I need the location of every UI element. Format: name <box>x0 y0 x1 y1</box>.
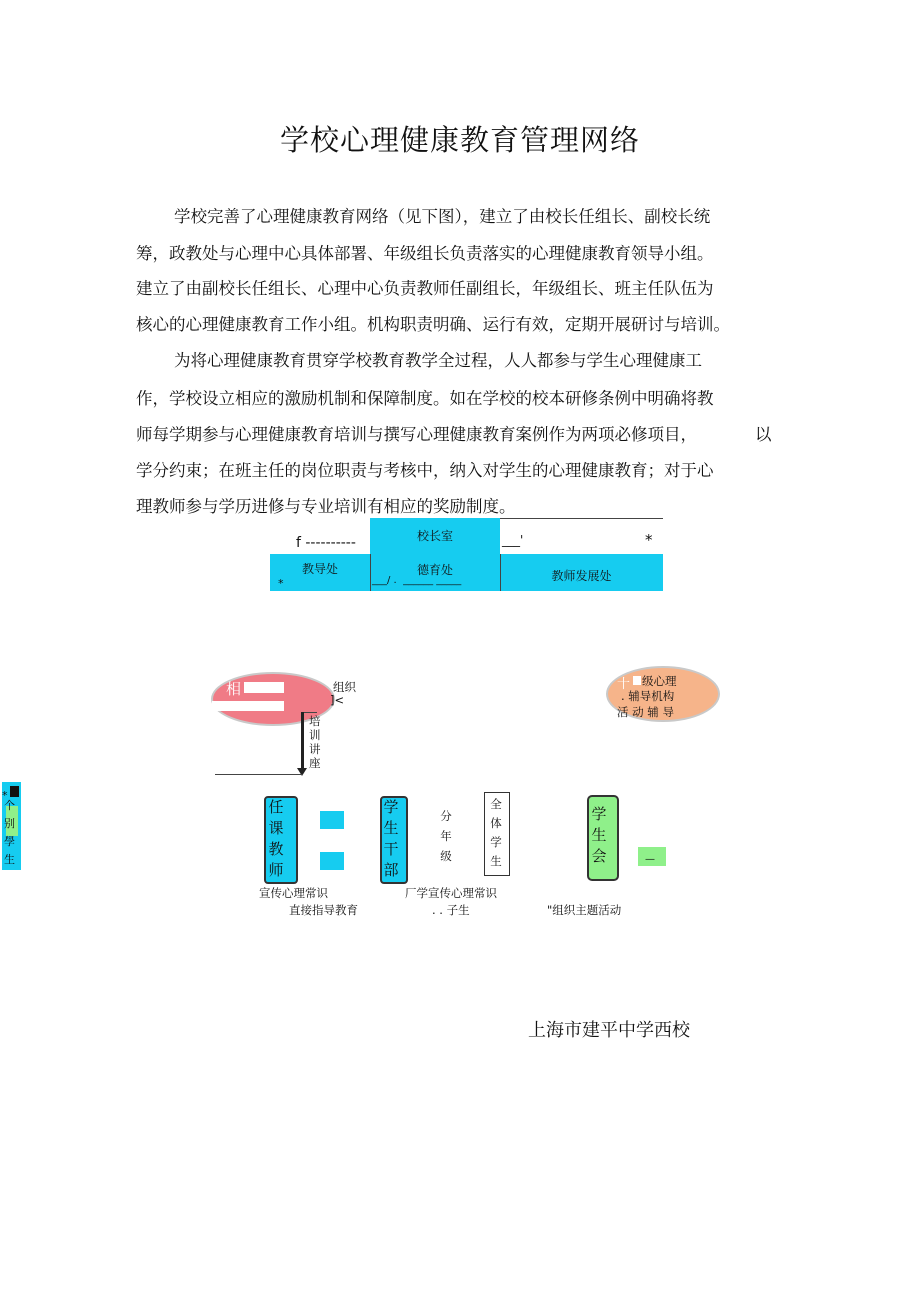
left-oval-blank-1 <box>244 682 284 693</box>
all-students-label <box>484 795 508 871</box>
para2-line-4: 学分约束；在班主任的岗位职责与考核中，纳入对学生的心理健康教育；对于心 <box>136 461 714 480</box>
all-students-char-1: 全 <box>490 797 502 811</box>
principal-office-box: 校长室 <box>370 518 500 554</box>
all-students-char-3: 学 <box>490 835 502 849</box>
by-grade-label <box>438 806 454 866</box>
subject-teacher-label <box>266 797 286 881</box>
right-oval-line-1: 级心理 <box>642 674 677 688</box>
cyan-square-1 <box>320 811 344 829</box>
side-top: * <box>2 789 8 802</box>
para2-line-5: 理教师参与学历进修与专业培训有相应的奖励制度。 <box>136 497 516 516</box>
para2-line-2: 作，学校设立相应的激励机制和保障制度。如在学校的校本研修条例中明确将教 <box>136 389 714 408</box>
teacher-development-office: 教师发展处 <box>551 569 612 583</box>
all-students-char-4: 生 <box>490 854 502 868</box>
bottom-marks: ___/ . ______ _____ <box>372 575 462 586</box>
organize-label: 组织 <box>333 680 356 694</box>
student-cadres-char-1: 学 <box>383 798 399 816</box>
side-char-1: 个 <box>4 799 15 812</box>
student-union-label <box>589 804 609 867</box>
subject-teacher-char-1: 任 <box>268 798 284 816</box>
teaching-office: 教导处 <box>301 562 338 576</box>
train-char-1: 培 <box>309 714 321 728</box>
right-oval-line-3: 活 动 辅 导 <box>617 705 674 719</box>
train-char-2: 训 <box>309 728 321 742</box>
down-arrow-shaft <box>301 712 304 770</box>
dash-mark: ___' <box>502 533 524 547</box>
signature: 上海市建平中学西校 <box>528 1020 690 1041</box>
star-mark-2: * <box>278 577 284 590</box>
student-cadres-char-4: 部 <box>383 861 399 879</box>
student-union-char-1: 学 <box>591 805 607 823</box>
all-students-char-2: 体 <box>490 816 502 830</box>
side-strip-block <box>10 786 19 797</box>
para1-line-3: 建立了由副校长任组长、心理中心负责教师任副组长，年级组长、班主任队伍为 <box>136 279 714 298</box>
caption-theme-activities: "组织主题活动 <box>547 903 622 917</box>
caption-direct-guidance: 直接指导教育 <box>289 903 358 917</box>
para1-line-1: 学校完善了心理健康教育网络（见下图），建立了由校长任组长、副校长统 <box>174 207 711 226</box>
para2-line-1: 为将心理健康教育贯穿学校教育教学全过程，人人都参与学生心理健康工 <box>174 351 702 370</box>
lt-mark: ]< <box>330 693 345 707</box>
left-base-line <box>215 774 303 775</box>
f-marker: f ---------- <box>296 535 356 551</box>
subject-teacher-char-4: 师 <box>268 861 284 879</box>
top-rule <box>500 518 663 519</box>
side-char-4: 生 <box>4 853 15 866</box>
side-labels <box>4 797 15 869</box>
star-mark: * <box>645 531 653 549</box>
caption-student-propaganda: 厂学宣传心理常识 <box>405 886 497 900</box>
side-char-3: 學 <box>4 835 15 848</box>
left-oval-char: 相 <box>226 680 242 698</box>
cyan-square-2 <box>320 852 344 870</box>
student-cadres-label <box>381 797 401 881</box>
caption-student: . . 子生 <box>432 903 470 917</box>
union-dash: — <box>645 854 655 865</box>
side-char-2: 别 <box>4 817 15 830</box>
para2-line-3-tail: 以 <box>755 425 772 444</box>
subject-teacher-char-3: 教 <box>268 840 284 858</box>
by-grade-char-1: 分 <box>440 809 452 823</box>
student-cadres-char-3: 干 <box>383 840 399 858</box>
student-union-char-2: 生 <box>591 826 607 844</box>
student-union-char-3: 会 <box>591 847 607 865</box>
train-char-4: 座 <box>309 756 321 770</box>
left-oval-blank-2 <box>212 701 284 711</box>
by-grade-char-2: 年 <box>440 829 452 843</box>
caption-propaganda: 宣传心理常识 <box>259 886 328 900</box>
para1-line-2: 筹，政教处与心理中心具体部署、年级组长负责落实的心理健康教育领导小组。 <box>136 244 714 263</box>
training-lecture-label <box>309 714 321 770</box>
student-cadres-char-2: 生 <box>383 819 399 837</box>
para2-line-3: 师每学期参与心理健康教育培训与撰写心理健康教育案例作为两项必修项目， <box>136 425 697 444</box>
by-grade-char-3: 级 <box>440 849 452 863</box>
right-oval-line-2: . 辅导机构 <box>621 689 675 703</box>
right-oval-top: 十 <box>617 677 631 692</box>
page-title: 学校心理健康教育管理网络 <box>279 123 640 157</box>
moral-office: 德育处 <box>416 563 453 577</box>
right-oval-blank <box>633 676 641 685</box>
para1-line-4: 核心的心理健康教育工作小组。机构职责明确、运行有效，定期开展研讨与培训。 <box>136 315 730 334</box>
train-char-3: 讲 <box>309 742 321 756</box>
subject-teacher-char-2: 课 <box>268 819 284 837</box>
